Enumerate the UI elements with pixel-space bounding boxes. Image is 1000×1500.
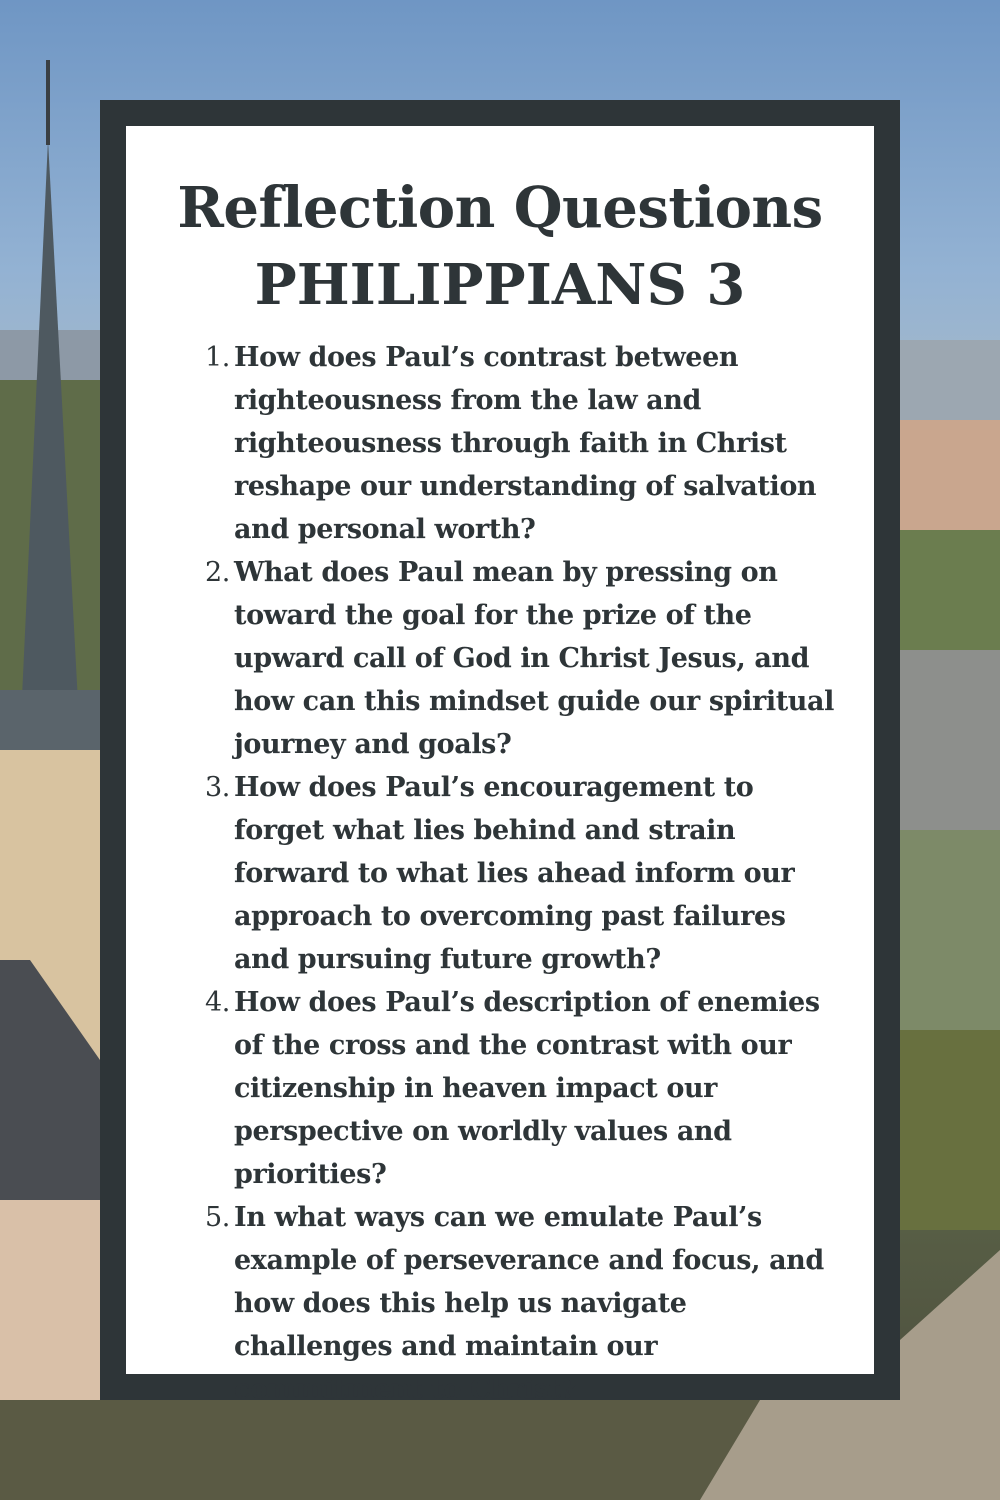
houses-right [900,650,1000,830]
question-number: 3. [205,772,230,803]
river-right [900,830,1000,1030]
question-list [126,336,874,1411]
question-text: How does Paul’s contrast between righteousness from the law and righteousness through faith in Christ reshape our understanding of salvation and personal worth? [234,342,817,545]
question-item [180,1196,834,1411]
trees-lower-right [900,1030,1000,1230]
question-text: How does Paul’s description of enemies of the cross and the contrast with our citizenship in heaven impact our perspective on worldly values and priorities? [234,987,820,1190]
question-number: 4. [205,987,230,1018]
brick-building-right [900,420,1000,530]
question-item [180,551,834,766]
question-text: What does Paul mean by pressing on toward the goal for the prize of the upward call of God in Christ Jesus, and how can this mindset guide our spiritual journey and goals? [234,557,834,760]
trees-right [900,530,1000,650]
question-card [126,126,874,1405]
page-subtitle: PHILIPPIANS 3 [254,252,746,318]
question-text: How does Paul’s encouragement to forget what lies behind and strain forward to what lies ahead inform our approach to overcoming past failures and pursuing future growth? [234,772,795,975]
question-number: 1. [205,342,230,373]
question-number: 2. [205,557,230,588]
page-title: Reflection Questions [177,175,823,241]
distant-building-right [900,340,1000,420]
question-item [180,981,834,1196]
church-roof-band [0,690,100,750]
question-item [180,336,834,551]
question-number: 5. [205,1202,230,1233]
question-item [180,766,834,981]
card-frame [100,100,900,1405]
question-text: In what ways can we emulate Paul’s example of perseverance and focus, and how does this help us navigate challenges and maintain our commitment to Christ? [234,1202,824,1405]
